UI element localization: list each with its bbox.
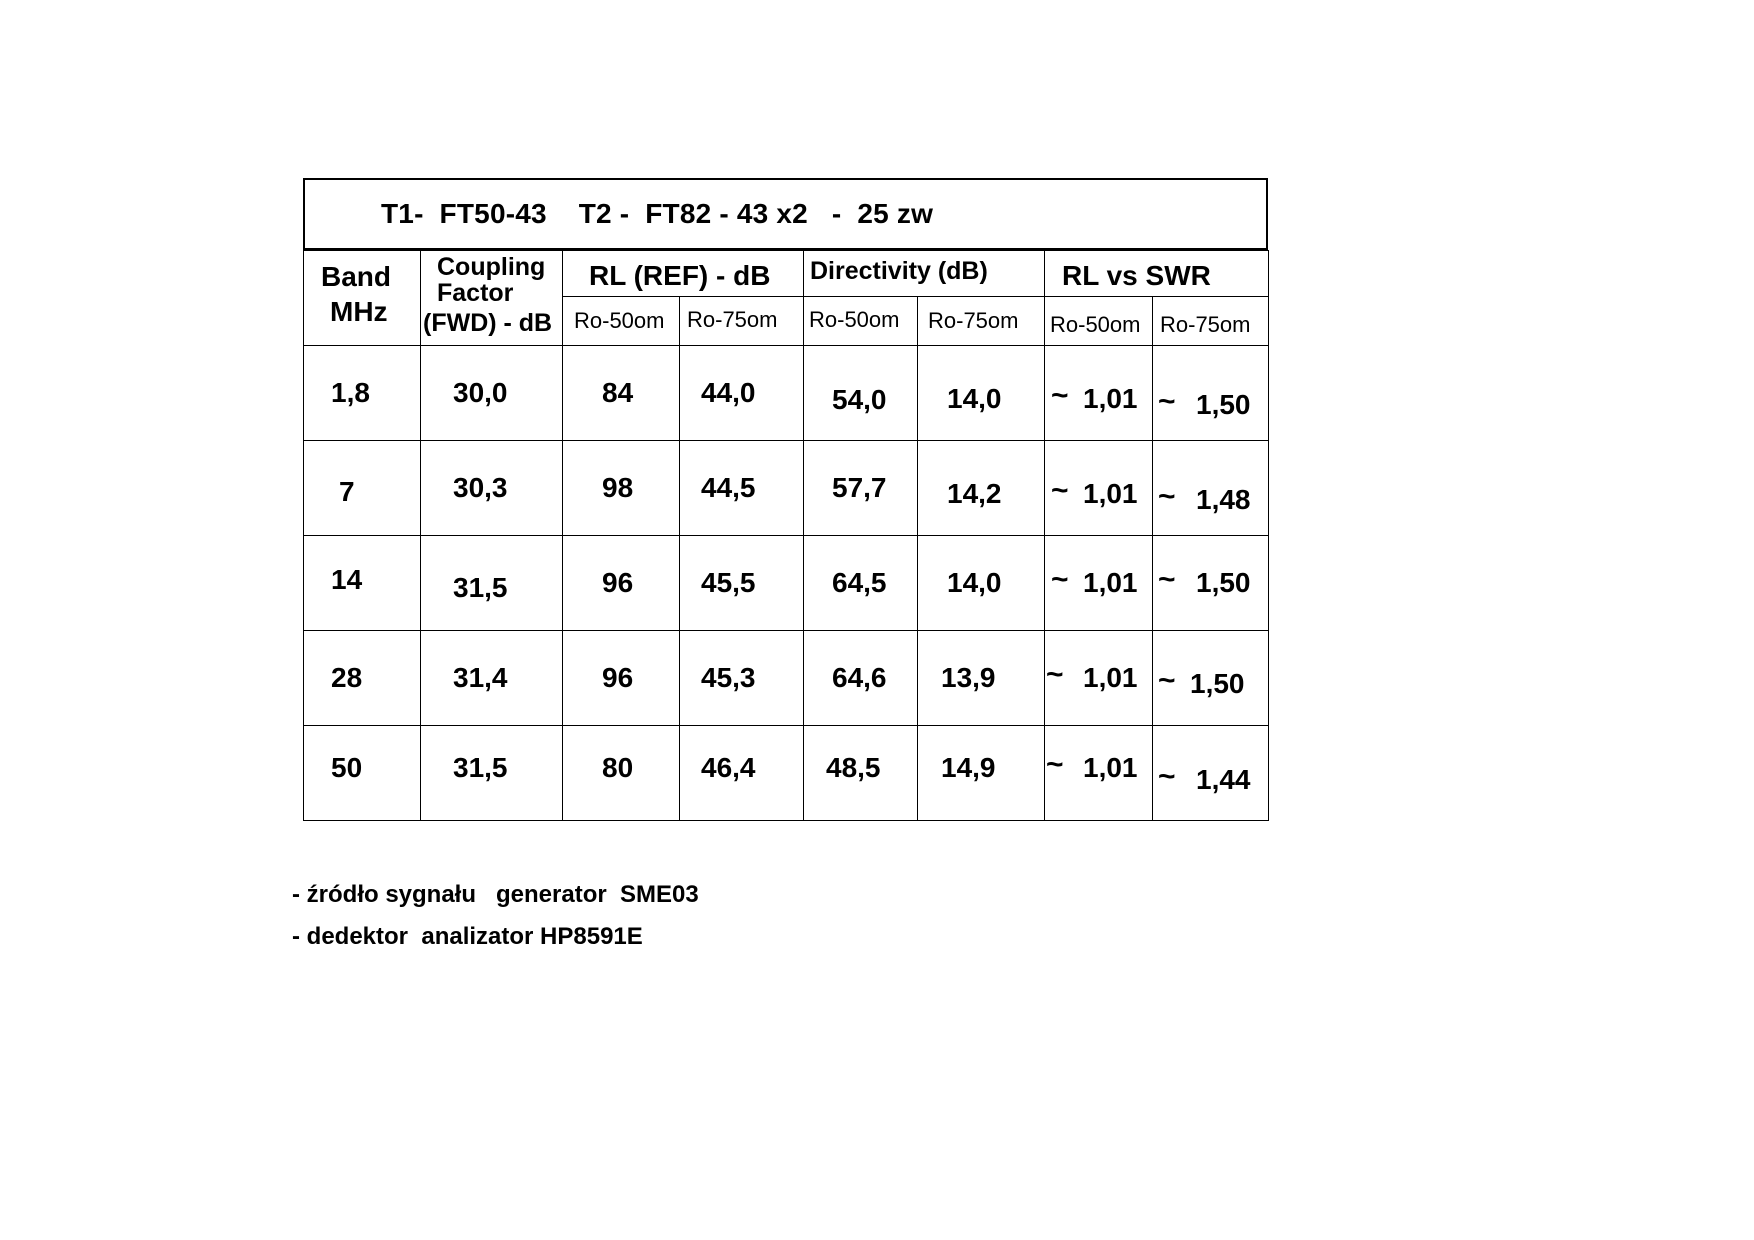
dir-ro75-value: 14,0 xyxy=(947,383,1002,414)
dir-ro50-value: 64,6 xyxy=(832,662,887,693)
table-row xyxy=(304,631,1269,726)
dir-ro75-value: 13,9 xyxy=(941,662,996,693)
coupling-value: 30,0 xyxy=(453,377,508,408)
rl-ref-ro75-value: 45,3 xyxy=(701,662,756,693)
dir-ro75-cell xyxy=(918,631,1045,726)
table-row xyxy=(304,441,1269,536)
table-row xyxy=(304,536,1269,631)
swr-ro50-value: 1,01 xyxy=(1083,478,1138,509)
dir-ro75-cell xyxy=(918,726,1045,821)
rl-ref-header xyxy=(563,251,804,297)
band-cell xyxy=(304,726,421,821)
rl-ref-ro50-value: 98 xyxy=(602,472,634,503)
rl-ref-ro50-value: 84 xyxy=(602,377,634,408)
swr-ro50-cell xyxy=(1045,631,1153,726)
rl-ref-ro50-value: 96 xyxy=(602,567,634,598)
coupling-value: 30,3 xyxy=(453,472,508,503)
swr-ro75-cell xyxy=(1153,346,1269,441)
swr-ro50-header xyxy=(1045,297,1153,346)
band-header xyxy=(304,251,421,346)
swr-ro50-cell xyxy=(1045,441,1153,536)
swr-ro50-cell xyxy=(1045,536,1153,631)
rl-ref-ro75-value: 45,5 xyxy=(701,567,756,598)
coupling-value: 31,5 xyxy=(453,752,508,783)
dir-ro50-value: 57,7 xyxy=(832,472,887,503)
dir-ro75-cell xyxy=(918,441,1045,536)
rl-ref-ro50-cell xyxy=(563,536,680,631)
rl-ref-ro50-cell xyxy=(563,726,680,821)
approx-icon: ~ xyxy=(1051,563,1069,596)
band-header-line2: MHz xyxy=(330,296,388,327)
dir-ro50-value: 54,0 xyxy=(832,384,887,415)
approx-icon: ~ xyxy=(1158,760,1176,793)
header-row-top xyxy=(304,251,1269,297)
swr-ro75-value: 1,50 xyxy=(1196,567,1251,598)
swr-ro50-label: Ro-50om xyxy=(1050,312,1141,337)
rl-ref-ro50-cell xyxy=(563,346,680,441)
dir-ro75-cell xyxy=(918,346,1045,441)
swr-ro50-value: 1,01 xyxy=(1083,383,1138,414)
dir-ro75-value: 14,9 xyxy=(941,752,996,783)
measurement-table xyxy=(303,250,1269,821)
swr-ro50-value: 1,01 xyxy=(1083,662,1138,693)
band-header-line1: Band xyxy=(321,261,391,292)
rl-ref-ro75-value: 44,5 xyxy=(701,472,756,503)
dir-ro50-header xyxy=(804,297,918,346)
dir-ro50-cell xyxy=(804,726,918,821)
coupling-value: 31,4 xyxy=(453,662,508,693)
rl-vs-swr-header xyxy=(1045,251,1269,297)
dir-ro50-value: 48,5 xyxy=(826,752,881,783)
swr-ro75-cell xyxy=(1153,631,1269,726)
rl-ref-ro50-header xyxy=(563,297,680,346)
approx-icon: ~ xyxy=(1158,664,1176,697)
coupling-header xyxy=(421,251,563,346)
dir-ro75-value: 14,0 xyxy=(947,567,1002,598)
swr-ro75-label: Ro-75om xyxy=(1160,312,1251,337)
coupling-header-line3: (FWD) - dB xyxy=(423,309,553,337)
coupling-header-line1: Coupling xyxy=(437,253,546,281)
coupling-header-line2: Factor xyxy=(437,279,514,307)
rl-ref-ro50-cell xyxy=(563,441,680,536)
swr-ro75-value: 1,50 xyxy=(1190,668,1245,699)
rl-ref-ro50-label: Ro-50om xyxy=(574,308,665,333)
note-signal-source: - źródło sygnału generator SME03 xyxy=(292,881,699,908)
swr-ro50-value: 1,01 xyxy=(1083,752,1138,783)
approx-icon: ~ xyxy=(1046,748,1064,781)
band-value: 14 xyxy=(331,564,363,595)
band-value: 28 xyxy=(331,662,363,693)
swr-ro75-value: 1,44 xyxy=(1196,764,1251,795)
dir-ro50-cell xyxy=(804,441,918,536)
band-value: 1,8 xyxy=(331,377,370,408)
rl-ref-ro50-value: 96 xyxy=(602,662,634,693)
approx-icon: ~ xyxy=(1051,474,1069,507)
rl-vs-swr-header-label: RL vs SWR xyxy=(1062,260,1211,291)
dir-ro75-value: 14,2 xyxy=(947,478,1002,509)
swr-ro75-cell xyxy=(1153,441,1269,536)
rl-ref-ro50-cell xyxy=(563,631,680,726)
rl-ref-ro75-cell xyxy=(680,536,804,631)
approx-icon: ~ xyxy=(1051,379,1069,412)
rl-ref-ro75-value: 46,4 xyxy=(701,752,756,783)
approx-icon: ~ xyxy=(1158,563,1176,596)
coupling-value: 31,5 xyxy=(453,572,508,603)
rl-ref-ro75-cell xyxy=(680,441,804,536)
coupling-cell xyxy=(421,726,563,821)
dir-ro50-cell xyxy=(804,536,918,631)
rl-ref-ro75-cell xyxy=(680,346,804,441)
dir-ro75-label: Ro-75om xyxy=(928,308,1019,333)
approx-icon: ~ xyxy=(1046,658,1064,691)
approx-icon: ~ xyxy=(1158,385,1176,418)
swr-ro75-value: 1,50 xyxy=(1196,389,1251,420)
band-cell xyxy=(304,346,421,441)
table-row xyxy=(304,346,1269,441)
band-cell xyxy=(304,631,421,726)
rl-ref-ro75-header xyxy=(680,297,804,346)
coupling-cell xyxy=(421,346,563,441)
swr-ro50-cell xyxy=(1045,346,1153,441)
dir-ro75-cell xyxy=(918,536,1045,631)
title-box xyxy=(303,178,1268,250)
dir-ro50-cell xyxy=(804,346,918,441)
band-cell xyxy=(304,536,421,631)
band-value: 7 xyxy=(339,476,355,507)
dir-ro75-header xyxy=(918,297,1045,346)
dir-ro50-cell xyxy=(804,631,918,726)
coupling-cell xyxy=(421,441,563,536)
swr-ro50-cell xyxy=(1045,726,1153,821)
swr-ro50-value: 1,01 xyxy=(1083,567,1138,598)
swr-ro75-cell xyxy=(1153,536,1269,631)
dir-ro50-value: 64,5 xyxy=(832,567,887,598)
dir-ro50-label: Ro-50om xyxy=(809,307,900,332)
rl-ref-ro75-label: Ro-75om xyxy=(687,307,778,332)
rl-ref-ro75-cell xyxy=(680,726,804,821)
page-title: T1- FT50-43 T2 - FT82 - 43 x2 - 25 zw xyxy=(381,198,934,229)
coupling-cell xyxy=(421,631,563,726)
measurement-sheet xyxy=(303,178,1268,822)
approx-icon: ~ xyxy=(1158,480,1176,513)
band-value: 50 xyxy=(331,752,363,783)
rl-ref-header-label: RL (REF) - dB xyxy=(589,260,771,291)
rl-ref-ro50-value: 80 xyxy=(602,752,634,783)
table-row xyxy=(304,726,1269,821)
swr-ro75-header xyxy=(1153,297,1269,346)
swr-ro75-value: 1,48 xyxy=(1196,484,1251,515)
rl-ref-ro75-cell xyxy=(680,631,804,726)
rl-ref-ro75-value: 44,0 xyxy=(701,377,756,408)
swr-ro75-cell xyxy=(1153,726,1269,821)
notes xyxy=(292,874,699,958)
band-cell xyxy=(304,441,421,536)
coupling-cell xyxy=(421,536,563,631)
directivity-header xyxy=(804,251,1045,297)
directivity-header-label: Directivity (dB) xyxy=(810,257,988,285)
note-detector: - dedektor analizator HP8591E xyxy=(292,923,643,950)
